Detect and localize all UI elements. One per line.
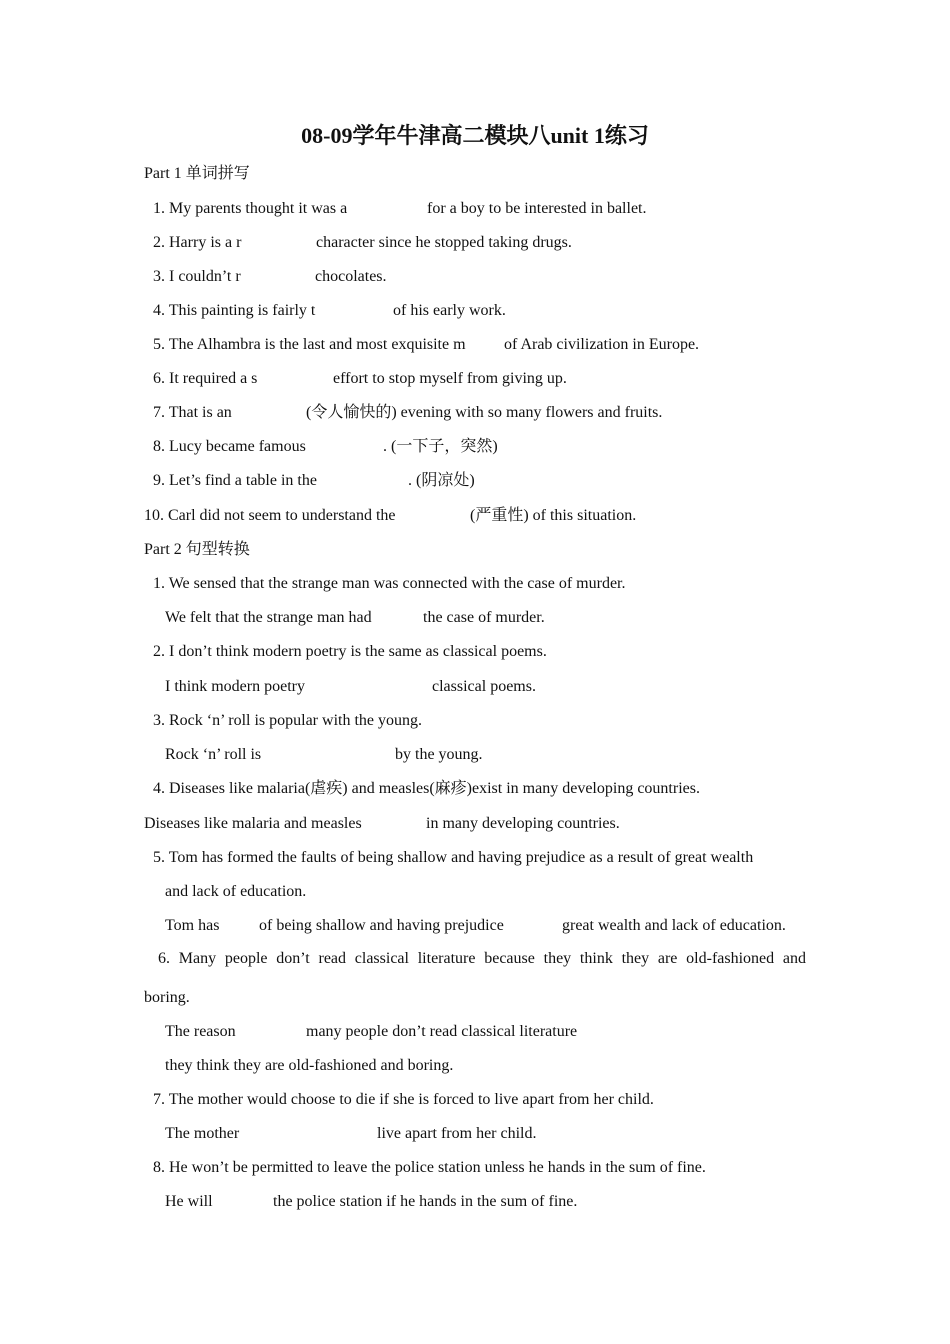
part2-q7-rewrite-end: live apart from her child. [377, 1125, 537, 1142]
part2-q1-rewrite-end: the case of murder. [423, 609, 545, 626]
part2-q3-rewrite: Rock ‘n’ roll is [165, 746, 262, 763]
part1-q10-text: 10. Carl did not seem to understand the [144, 507, 396, 524]
part1-q7-text: 7. That is an [153, 404, 232, 421]
part2-q6-rewrite-line2: they think they are old-fashioned and boring. [165, 1057, 454, 1074]
part2-q5-rewrite-end: great wealth and lack of education. [562, 917, 786, 934]
part2-q8-original: 8. He won’t be permitted to leave the police station unless he hands in the sum of fine. [153, 1159, 706, 1176]
part2-q6-original-line2: boring. [144, 989, 190, 1006]
part1-heading: Part 1 单词拼写 [144, 165, 250, 182]
part2-q2-original: 2. I don’t think modern poetry is the same as classical poems. [153, 643, 547, 660]
part2-q5-rewrite: Tom has [165, 917, 220, 934]
part2-q6-original-line1: 6. Many people don’t read classical literature because they think they are old-fashioned and [158, 950, 806, 967]
part1-q8-text-end: . (一下子，突然) [383, 438, 498, 455]
part2-q6-rewrite-line1-end: many people don’t read classical literature [306, 1023, 578, 1040]
part2-q4-rewrite-end: in many developing countries. [426, 815, 620, 832]
part2-q8-rewrite-end: the police station if he hands in the sum of fine. [273, 1193, 578, 1210]
part1-q4-text: 4. This painting is fairly t [153, 302, 316, 319]
part2-q3-original: 3. Rock ‘n’ roll is popular with the young. [153, 712, 422, 729]
part1-q7-text-end: (令人愉快的) evening with so many flowers and fruits. [306, 404, 663, 421]
part2-q7-original: 7. The mother would choose to die if she is forced to live apart from her child. [153, 1091, 654, 1108]
part1-q6-text-end: effort to stop myself from giving up. [333, 370, 567, 387]
part1-q1-text: 1. My parents thought it was a [153, 200, 348, 217]
page-title: 08-09学年牛津高二模块八unit 1练习 [301, 123, 649, 148]
part2-heading: Part 2 句型转换 [144, 541, 250, 558]
part1-q4-text-end: of his early work. [393, 302, 506, 319]
part1-q5-text-end: of Arab civilization in Europe. [504, 336, 700, 353]
part2-q2-rewrite: I think modern poetry [165, 678, 305, 695]
part1-q8-text: 8. Lucy became famous [153, 438, 306, 455]
part1-q3-text: 3. I couldn’t r [153, 268, 241, 285]
part1-q5-text: 5. The Alhambra is the last and most exquisite m [153, 336, 466, 353]
part1-q10-text-end: (严重性) of this situation. [470, 507, 637, 524]
part1-q3-text-end: chocolates. [315, 268, 387, 285]
part2-q3-rewrite-end: by the young. [395, 746, 483, 763]
part1-q2-text: 2. Harry is a r [153, 234, 242, 251]
part2-q6-rewrite-line1: The reason [165, 1023, 236, 1040]
part1-q6-text: 6. It required a s [153, 370, 258, 387]
part2-q5-original-line2: and lack of education. [165, 883, 307, 900]
part1-q1-text-end: for a boy to be interested in ballet. [427, 200, 647, 217]
part2-q1-rewrite: We felt that the strange man had [165, 609, 372, 626]
part2-q5-original-line1: 5. Tom has formed the faults of being shallow and having prejudice as a result of great wealth [153, 849, 754, 866]
part2-q5-rewrite-mid: of being shallow and having prejudice [259, 917, 504, 934]
part2-q7-rewrite: The mother [165, 1125, 240, 1142]
part1-q9-text-end: . (阴凉处) [408, 472, 475, 489]
part1-q9-text: 9. Let’s find a table in the [153, 472, 317, 489]
part2-q4-rewrite: Diseases like malaria and measles [144, 815, 362, 832]
part2-q4-original: 4. Diseases like malaria(虐疾) and measles(麻疹)exist in many developing countries. [153, 780, 700, 797]
part2-q2-rewrite-end: classical poems. [432, 678, 536, 695]
part1-q2-text-end: character since he stopped taking drugs. [316, 234, 572, 251]
part2-q1-original: 1. We sensed that the strange man was connected with the case of murder. [153, 575, 626, 592]
part2-q8-rewrite: He will [165, 1193, 213, 1210]
